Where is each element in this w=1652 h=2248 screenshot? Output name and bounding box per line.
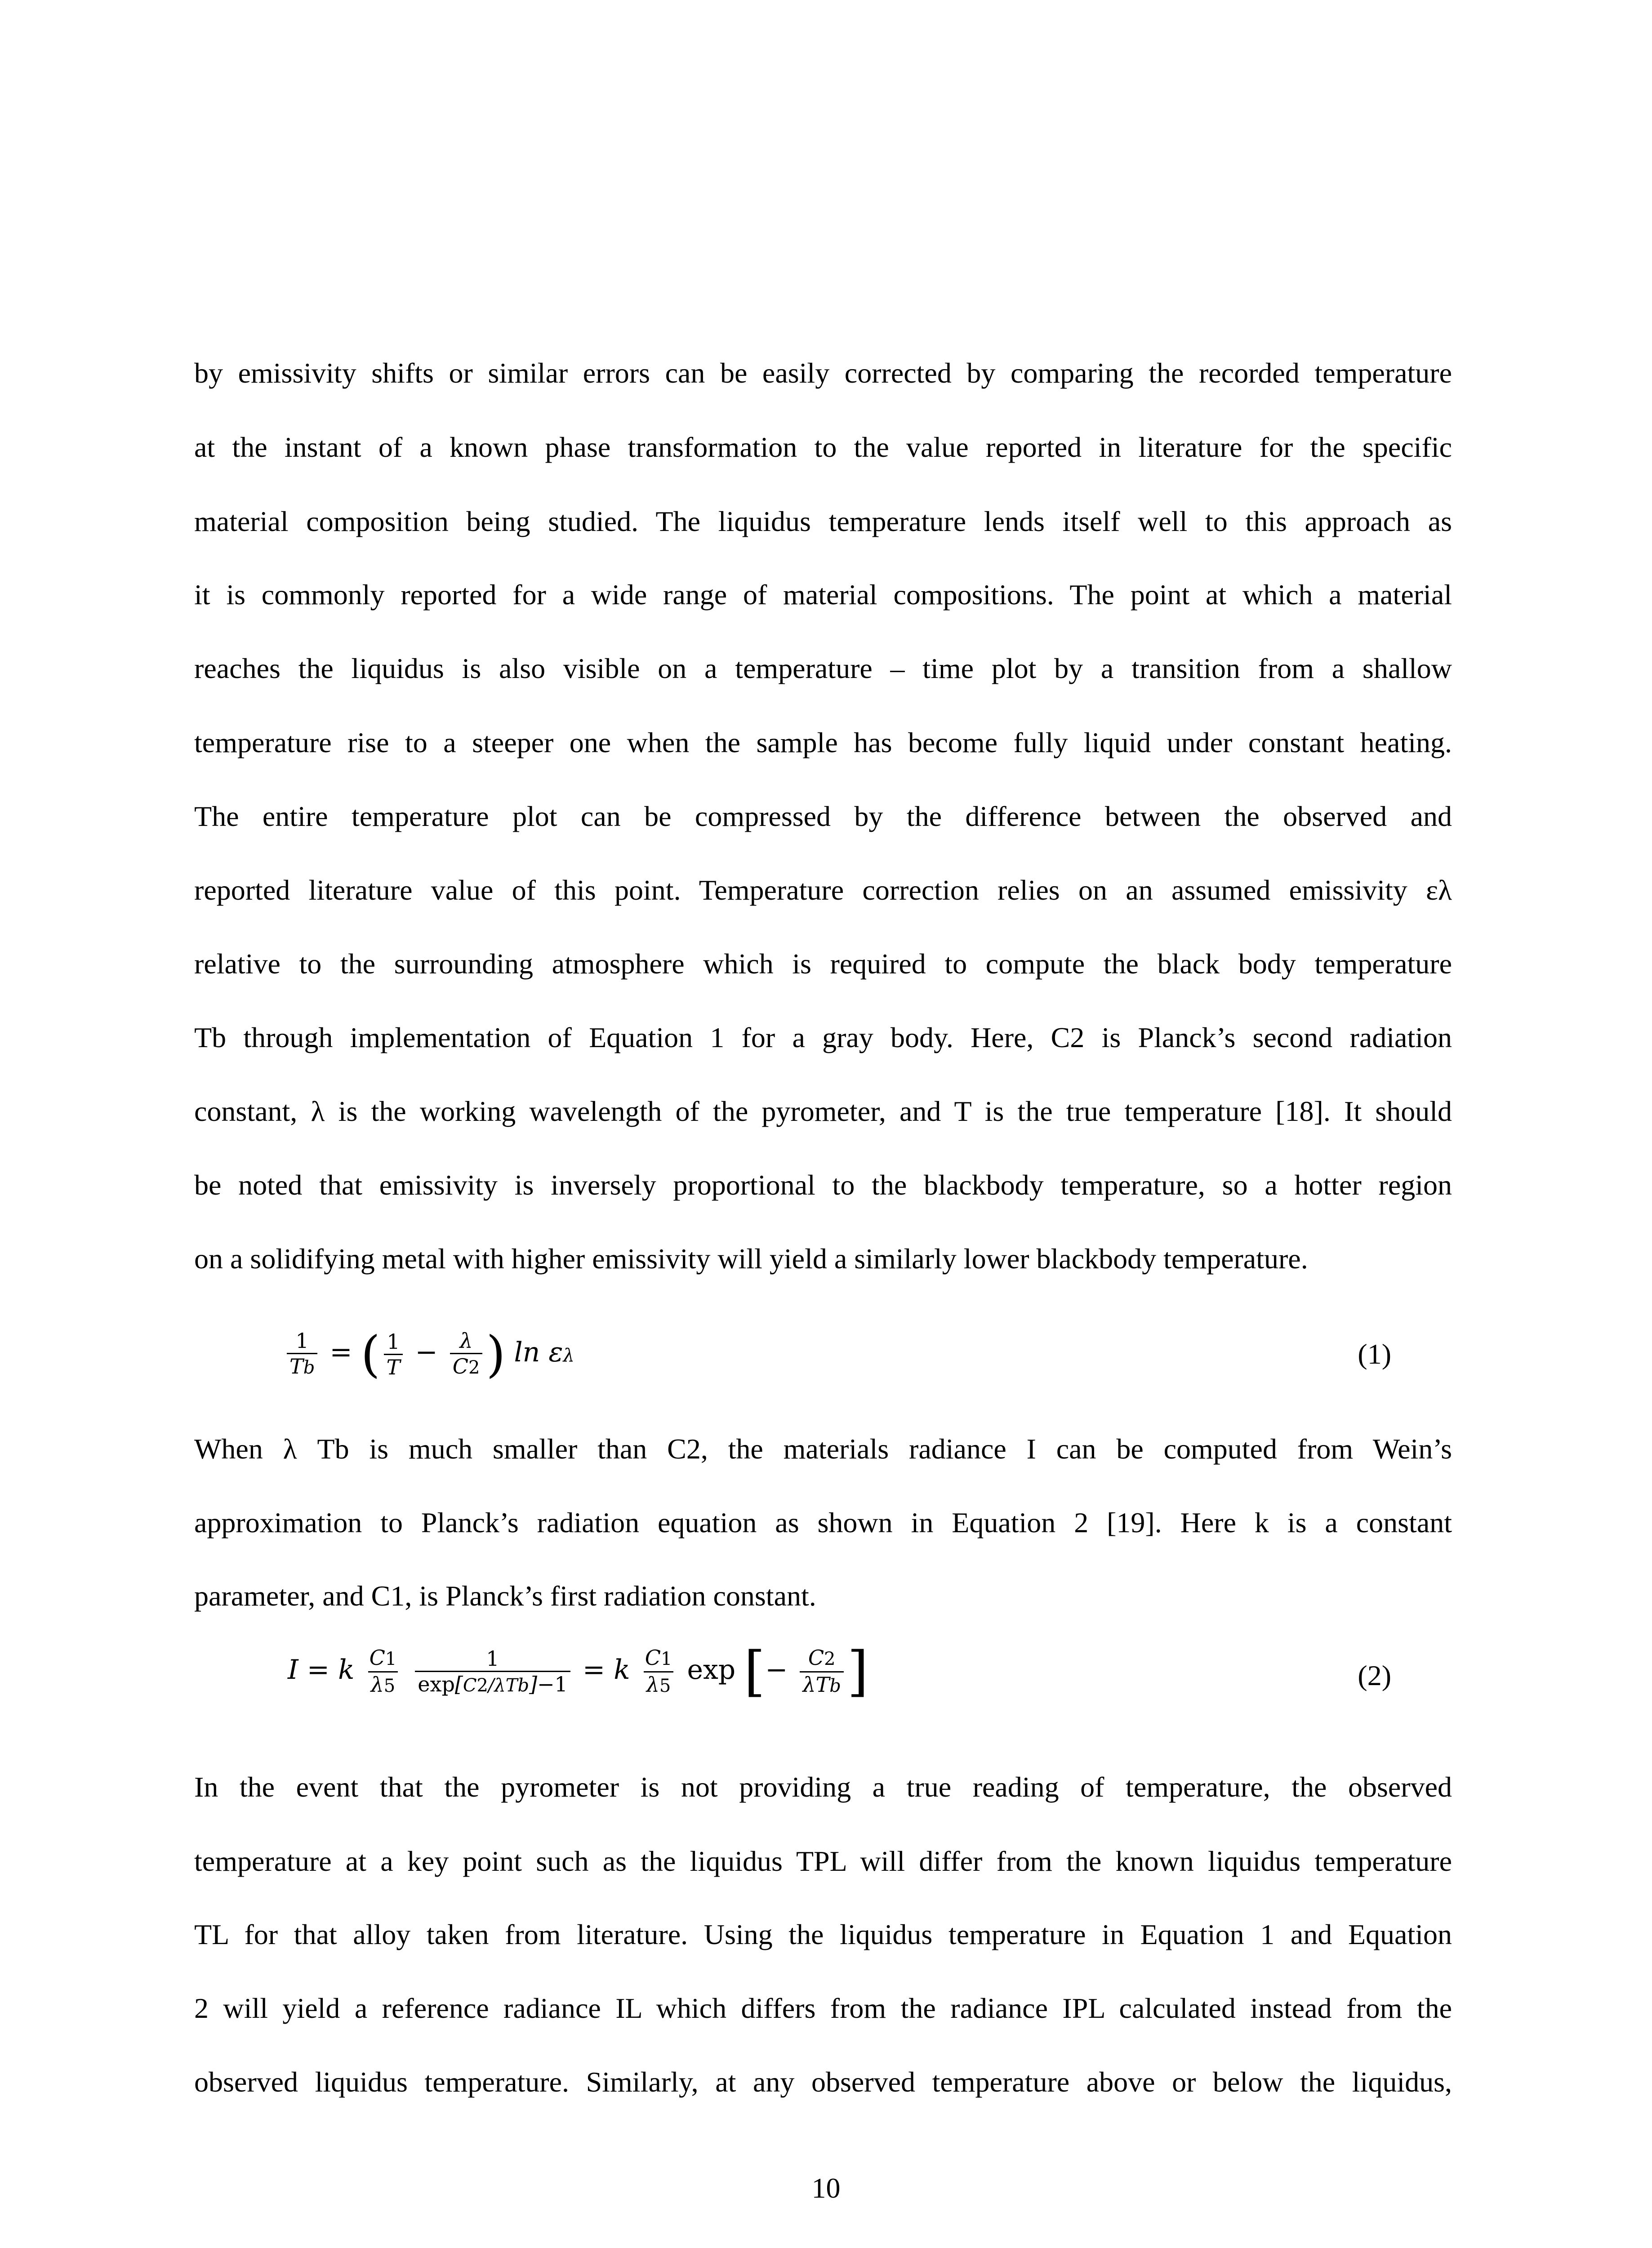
text-line: on a solidifying metal with higher emissivity will yield a similarly lower blackbody temperature. xyxy=(194,1243,1308,1275)
text-line: 2 will yield a reference radiance IL which differs from the radiance IPL calculated instead from the xyxy=(194,1992,1452,2024)
text-line: material composition being studied. The liquidus temperature lends itself well to this approach as xyxy=(194,505,1452,537)
text-line: by emissivity shifts or similar errors can be easily corrected by comparing the recorded temperature xyxy=(194,357,1452,389)
text-line: approximation to Planck’s radiation equation as shown in Equation 2 [19]. Here k is a constant xyxy=(194,1507,1452,1539)
text-line: it is commonly reported for a wide range of material compositions. The point at which a material xyxy=(194,579,1452,611)
text-line: In the event that the pyrometer is not providing a true reading of temperature, the observed xyxy=(194,1771,1452,1803)
equation-1-body: $\frac{1}{Tb}$ = ( $\frac{1}{T}$ − $\frac{\lambda}{C2}$ ) ln ελ xyxy=(283,1329,574,1380)
text-line: Tb through implementation of Equation 1 for a gray body. Here, C2 is Planck’s second radiation xyxy=(194,1021,1452,1053)
text-line: temperature rise to a steeper one when the sample has become fully liquid under constant heating. xyxy=(194,727,1452,758)
page-number: 10 xyxy=(811,2172,841,2204)
text-line: reported literature value of this point. Temperature correction relies on an assumed emissivity ελ xyxy=(194,874,1452,906)
equation-2-body: I = k $\frac{C1}{\lambda 5}$ $\frac{1}{\text{exp[C2/λTb]−1}}$ = k $\frac{C1}{\lambda 5}$ exp [− $\frac{C2}{\text{λTb}}$ ] xyxy=(288,1640,868,1703)
text-line: be noted that emissivity is inversely proportional to the blackbody temperature, so a hotter region xyxy=(194,1169,1452,1201)
equation-number: (1) xyxy=(1358,1338,1391,1370)
text-line: at the instant of a known phase transformation to the value reported in literature for the specific xyxy=(194,431,1452,463)
text-line: relative to the surrounding atmosphere which is required to compute the black body temperature xyxy=(194,948,1452,980)
text-line: temperature at a key point such as the liquidus TPL will differ from the known liquidus temperature xyxy=(194,1845,1452,1877)
text-line: parameter, and C1, is Planck’s first radiation constant. xyxy=(194,1580,816,1612)
text-line: When λ Tb is much smaller than C2, the materials radiance I can be computed from Wein’s xyxy=(194,1433,1452,1465)
equation-number: (2) xyxy=(1358,1659,1391,1691)
text-line: constant, λ is the working wavelength of the pyrometer, and T is the true temperature [18]. It should xyxy=(194,1095,1452,1127)
text-line: reaches the liquidus is also visible on a temperature – time plot by a transition from a shallow xyxy=(194,652,1452,684)
text-line: The entire temperature plot can be compressed by the difference between the observed and xyxy=(194,800,1452,832)
text-line: observed liquidus temperature. Similarly, at any observed temperature above or below the liquidus, xyxy=(194,2066,1452,2098)
text-line: TL for that alloy taken from literature. Using the liquidus temperature in Equation 1 and Equation xyxy=(194,1918,1452,1950)
